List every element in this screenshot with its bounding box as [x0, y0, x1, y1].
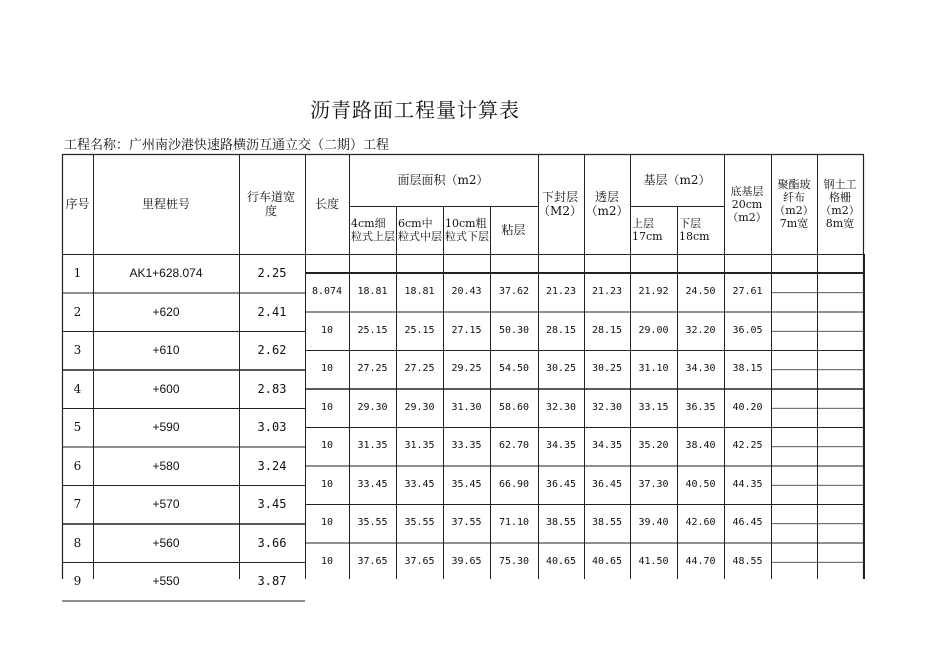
segment-subbase: 38.15 [732, 363, 763, 375]
segment-tack: 71.10 [498, 517, 530, 529]
segment-base-upper: 31.10 [638, 363, 669, 375]
segment-base-lower: 42.60 [685, 517, 716, 529]
segment-fine: 29.30 [357, 401, 388, 413]
segment-medium: 37.65 [404, 555, 435, 567]
segment-coarse: 31.30 [451, 401, 482, 413]
header-fine: 4cm细粒式上层 [351, 217, 395, 243]
segment-coarse: 39.65 [451, 555, 482, 567]
row-width: 2.41 [257, 304, 287, 319]
row-seq: 1 [73, 266, 82, 281]
segment-base-lower: 38.40 [685, 440, 716, 452]
segment-base-upper: 41.50 [638, 555, 669, 567]
segment-subbase: 36.05 [732, 324, 763, 336]
header-grid: 钢土工格栅（m2）8m宽 [820, 178, 860, 230]
row-width: 3.45 [257, 497, 287, 512]
segment-coarse: 33.35 [451, 440, 482, 452]
segment-subbase: 27.61 [732, 286, 763, 298]
segment-base-lower: 34.30 [685, 363, 716, 375]
row-station: +560 [152, 535, 180, 550]
row-seq: 8 [73, 535, 82, 550]
segment-seal: 34.35 [545, 440, 577, 452]
segment-medium: 35.55 [404, 517, 435, 529]
segment-subbase: 48.55 [732, 555, 763, 567]
header-base-lower: 下层18cm [679, 217, 710, 243]
segment-tack: 62.70 [498, 440, 530, 452]
row-width: 2.83 [257, 381, 287, 396]
segment-tack: 37.62 [498, 286, 530, 298]
row-station: +550 [152, 574, 180, 589]
row-seq: 2 [73, 304, 82, 319]
segment-coarse: 20.43 [451, 286, 482, 298]
project-name: 工程名称：广州南沙港快速路横沥互通立交（二期）工程 [64, 138, 390, 153]
segment-base-upper: 39.40 [638, 517, 669, 529]
segment-fine: 31.35 [357, 440, 388, 452]
segment-subbase: 42.25 [732, 440, 763, 452]
row-seq: 4 [73, 381, 82, 396]
segment-medium: 29.30 [404, 401, 435, 413]
segment-seal: 28.15 [545, 324, 577, 336]
segment-tack: 54.50 [498, 363, 530, 375]
header-length: 长度 [314, 197, 339, 211]
segment-length: 10 [320, 517, 334, 529]
segment-prime: 38.55 [591, 517, 623, 529]
row-width: 3.87 [257, 574, 287, 589]
segment-base-upper: 35.20 [638, 440, 669, 452]
segment-base-upper: 29.00 [638, 324, 669, 336]
header-fiber: 聚酯玻纤布（m2）7m宽 [774, 178, 814, 230]
row-station: +590 [152, 420, 180, 435]
segment-medium: 31.35 [404, 440, 435, 452]
segment-coarse: 35.45 [451, 478, 482, 490]
row-width: 3.24 [257, 458, 287, 473]
row-width: 2.62 [257, 343, 287, 358]
segment-base-lower: 32.20 [685, 324, 716, 336]
segment-subbase: 46.45 [732, 517, 763, 529]
segment-prime: 40.65 [591, 555, 623, 567]
segment-base-upper: 33.15 [638, 401, 669, 413]
segment-length: 10 [320, 440, 334, 452]
segment-prime: 28.15 [591, 324, 623, 336]
segment-length: 10 [320, 401, 334, 413]
segment-length: 10 [320, 324, 334, 336]
segment-coarse: 37.55 [451, 517, 482, 529]
segment-length: 8.074 [311, 286, 343, 298]
page-title: 沥青路面工程量计算表 [310, 98, 520, 122]
segment-subbase: 44.35 [732, 478, 763, 490]
segment-fine: 35.55 [357, 517, 388, 529]
header-base-group: 基层（m2） [643, 173, 711, 187]
header-coarse: 10cm粗粒式下层 [445, 217, 489, 243]
segment-length: 10 [320, 363, 334, 375]
segment-fine: 18.81 [357, 286, 388, 298]
header-medium: 6cm中粒式中层 [398, 217, 442, 243]
header-tack: 粘层 [501, 223, 526, 237]
segment-subbase: 40.20 [732, 401, 763, 413]
segment-base-lower: 24.50 [685, 286, 716, 298]
segment-coarse: 27.15 [451, 324, 482, 336]
segment-base-lower: 40.50 [685, 478, 716, 490]
segment-base-lower: 36.35 [685, 401, 716, 413]
segment-prime: 34.35 [591, 440, 623, 452]
segment-fine: 25.15 [357, 324, 388, 336]
header-seal: 下封层（M2） [538, 190, 582, 218]
segment-prime: 36.45 [591, 478, 623, 490]
segment-tack: 66.90 [498, 478, 530, 490]
segment-coarse: 29.25 [451, 363, 482, 375]
segment-fine: 27.25 [357, 363, 388, 375]
quantity-table [62, 154, 864, 589]
segment-seal: 21.23 [545, 286, 577, 298]
row-station: +570 [152, 497, 180, 512]
segment-base-upper: 21.92 [638, 286, 669, 298]
segment-seal: 36.45 [545, 478, 577, 490]
header-base-upper: 上层17cm [632, 217, 663, 243]
segment-seal: 32.30 [545, 401, 577, 413]
row-seq: 7 [73, 497, 82, 512]
segment-prime: 21.23 [591, 286, 623, 298]
row-seq: 5 [73, 420, 82, 435]
segment-medium: 18.81 [404, 286, 435, 298]
segment-seal: 40.65 [545, 555, 577, 567]
row-station: +620 [152, 304, 180, 319]
row-width: 3.03 [257, 420, 287, 435]
segment-length: 10 [320, 478, 334, 490]
segment-fine: 33.45 [357, 478, 388, 490]
header-subbase: 底基层20cm（m2） [727, 184, 767, 224]
segment-tack: 75.30 [498, 555, 530, 567]
row-seq: 6 [73, 458, 82, 473]
segment-base-lower: 44.70 [685, 555, 716, 567]
header-prime: 透层（m2） [585, 190, 629, 218]
row-seq: 9 [73, 574, 82, 589]
row-station: +600 [152, 381, 180, 396]
segment-seal: 38.55 [545, 517, 577, 529]
segment-medium: 27.25 [404, 363, 435, 375]
row-width: 3.66 [257, 535, 287, 550]
segment-seal: 30.25 [545, 363, 577, 375]
header-width: 行车道宽度 [246, 190, 295, 218]
header-station: 里程桩号 [141, 197, 190, 211]
header-seq: 序号 [65, 197, 90, 211]
segment-base-upper: 37.30 [638, 478, 669, 490]
segment-prime: 32.30 [591, 401, 623, 413]
header-area-group: 面层面积（m2） [397, 173, 489, 187]
segment-prime: 30.25 [591, 363, 623, 375]
segment-medium: 33.45 [404, 478, 435, 490]
segment-fine: 37.65 [357, 555, 388, 567]
segment-tack: 58.60 [498, 401, 530, 413]
row-seq: 3 [73, 343, 82, 358]
segment-tack: 50.30 [498, 324, 530, 336]
row-width: 2.25 [257, 266, 287, 281]
row-station: AK1+628.074 [129, 266, 203, 281]
segment-medium: 25.15 [404, 324, 435, 336]
row-station: +580 [152, 458, 180, 473]
row-station: +610 [152, 343, 180, 358]
segment-length: 10 [320, 555, 334, 567]
